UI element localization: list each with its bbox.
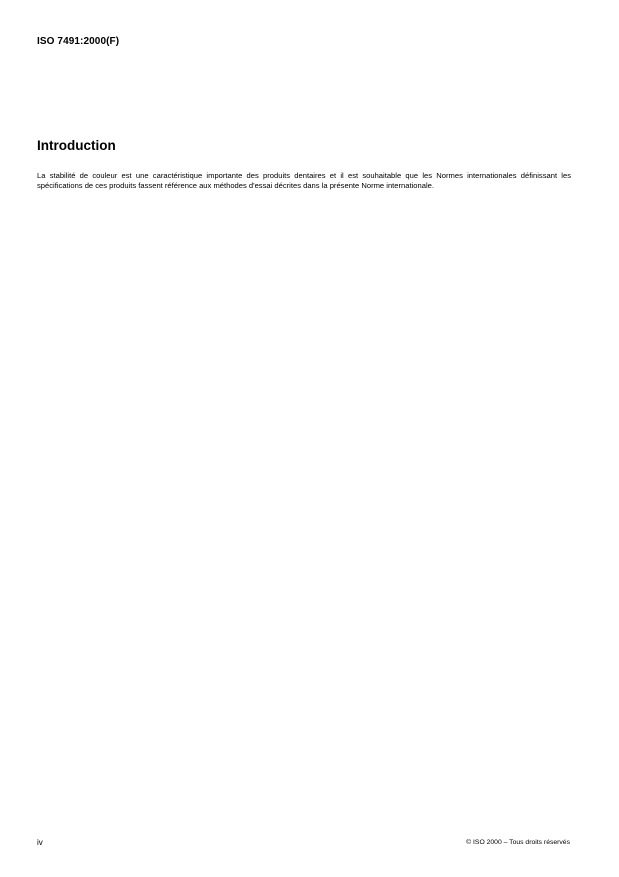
section-title: Introduction: [37, 138, 116, 153]
copyright-notice: © ISO 2000 – Tous droits réservés: [466, 839, 570, 846]
page-number: iv: [37, 838, 43, 847]
document-id-header: ISO 7491:2000(F): [37, 36, 120, 47]
introduction-paragraph: La stabilité de couleur est une caractéristique importante des produits dentaires et il est souhaitable que les Normes internationales définissant les spécifications de ces produits fassent référence aux méthodes d'essai décrites dans la présente Norme internationale.: [37, 171, 571, 191]
